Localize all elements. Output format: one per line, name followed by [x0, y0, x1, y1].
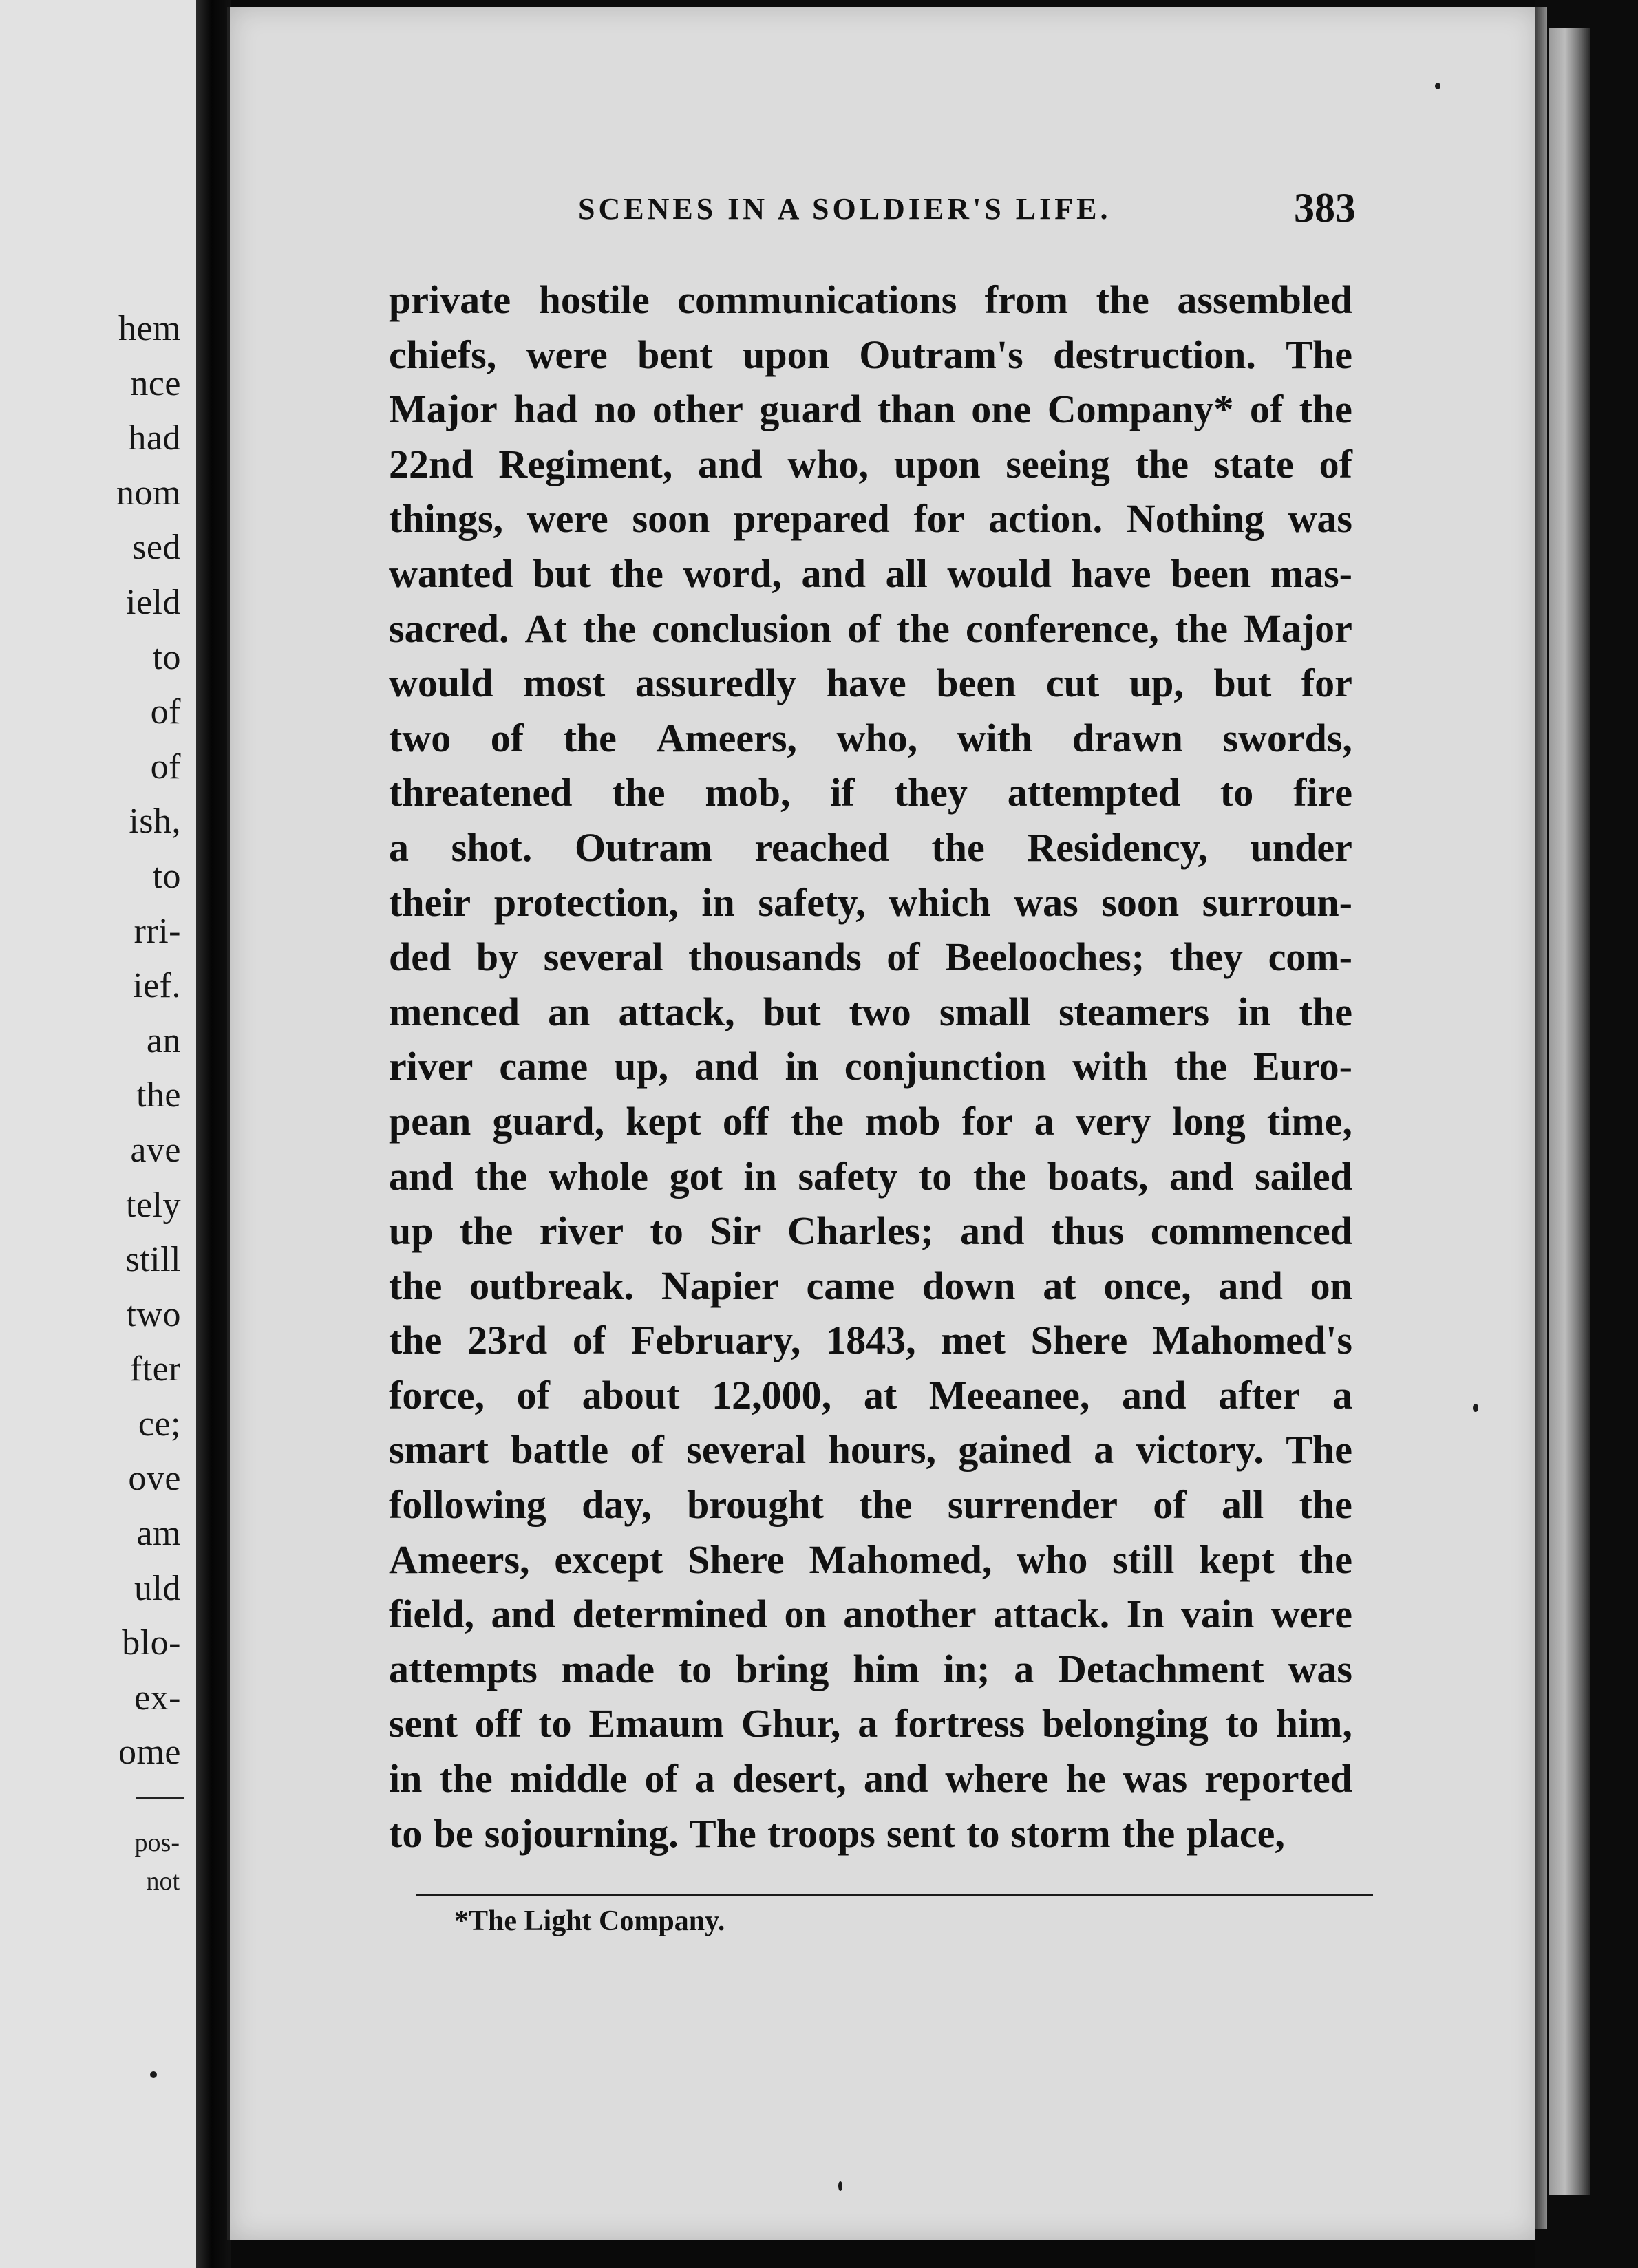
body-text — [389, 272, 1352, 1861]
facing-page-fragment-line: nce — [130, 363, 181, 403]
text-line: things, were soon prepared for action. Nothing was — [389, 496, 1352, 542]
facing-page-footnote-fragments — [42, 1823, 180, 1901]
facing-page-fragment-line: of — [150, 747, 181, 787]
text-line: in the middle of a desert, and where he was reported — [389, 1756, 1352, 1801]
facing-page-line-endings — [2, 301, 181, 1780]
facing-page-footnote-rule — [136, 1797, 184, 1799]
facing-page-fragment-line: nom — [116, 473, 181, 513]
facing-page-fragment-line: the — [136, 1076, 181, 1115]
facing-page-fragment-line: to — [152, 637, 181, 677]
text-line: their protection, in safety, which was soon surroun- — [389, 879, 1352, 925]
text-line: Major had no other guard than one Company* of the — [389, 387, 1352, 432]
facing-page-fragment-line: fter — [129, 1349, 181, 1389]
text-line: force, of about 12,000, at Meeanee, and after a — [389, 1372, 1352, 1418]
text-line: to be sojourning. The troops sent to storm the place, — [389, 1810, 1285, 1856]
text-line: ded by several thousands of Beelooches; they com- — [389, 934, 1352, 980]
facing-page-fragment-line: had — [128, 418, 181, 458]
text-line: up the river to Sir Charles; and thus commenced — [389, 1208, 1352, 1254]
facing-page-fragment-line: of — [150, 692, 181, 732]
facing-page-fragment-line: ome — [118, 1733, 181, 1773]
running-head — [351, 184, 1356, 239]
text-line: sacred. At the conclusion of the conference, the Major — [389, 606, 1352, 651]
facing-page-fragment-line: ave — [130, 1130, 181, 1170]
text-line: river came up, and in conjunction with the Euro- — [389, 1044, 1352, 1089]
text-line: menced an attack, but two small steamers in the — [389, 989, 1352, 1034]
facing-page-fragment-line: tely — [126, 1185, 181, 1225]
page-edge-shadow — [1535, 7, 1547, 2229]
facing-page-fragment-line: ce; — [138, 1404, 181, 1444]
facing-page-fragment-line: ief. — [133, 966, 181, 1006]
footnote: *The Light Company. — [454, 1905, 725, 1937]
facing-page-fragment-line: hem — [118, 309, 181, 348]
book-gutter — [196, 0, 231, 2268]
text-line: a shot. Outram reached the Residency, under — [389, 824, 1352, 870]
facing-page-fragment-line: blo- — [122, 1623, 181, 1663]
text-line: field, and determined on another attack. In vain were — [389, 1592, 1352, 1637]
facing-page-fragment-line: two — [126, 1294, 181, 1334]
text-line: 22nd Regiment, and who, upon seeing the state of — [389, 441, 1352, 486]
text-line: the 23rd of February, 1843, met Shere Mahomed's — [389, 1318, 1352, 1363]
page-stack-edge — [1535, 0, 1638, 2268]
facing-page-fragment-line: uld — [134, 1568, 181, 1608]
running-title: SCENES IN A SOLDIER'S LIFE. — [578, 192, 1112, 226]
text-line: two of the Ameers, who, with drawn swords, — [389, 715, 1352, 760]
text-line: wanted but the word, and all would have been mas- — [389, 550, 1352, 596]
facing-page-fragment-line: rri- — [134, 911, 181, 951]
text-line: sent off to Emaum Ghur, a fortress belonging to him, — [389, 1701, 1352, 1746]
facing-page-fragment-line: ish, — [129, 802, 181, 842]
page-number: 383 — [1294, 185, 1356, 231]
text-line: chiefs, were bent upon Outram's destruction. The — [389, 332, 1352, 377]
ink-speck — [1473, 1404, 1478, 1412]
text-line: pean guard, kept off the mob for a very long time, — [389, 1098, 1352, 1144]
ink-speck — [838, 2181, 842, 2191]
facing-page-fragment-line: ex- — [134, 1678, 181, 1718]
facing-page-fragment-line: still — [125, 1240, 181, 1280]
facing-page-note-line: pos- — [134, 1828, 180, 1857]
text-line: would most assuredly have been cut up, but for — [389, 661, 1352, 706]
ink-speck — [150, 2071, 157, 2078]
text-line: the outbreak. Napier came down at once, and on — [389, 1263, 1352, 1308]
footnote-rule — [416, 1894, 1373, 1896]
text-line: following day, brought the surrender of all the — [389, 1482, 1352, 1528]
text-line: smart battle of several hours, gained a victory. The — [389, 1427, 1352, 1473]
text-line: threatened the mob, if they attempted to fire — [389, 770, 1352, 815]
facing-page-fragment-line: an — [146, 1020, 181, 1060]
facing-page-fragment-line: am — [136, 1514, 181, 1554]
facing-page-fragment-line: sed — [132, 528, 181, 568]
facing-page-fragment — [0, 0, 196, 2268]
facing-page-fragment-line: to — [152, 856, 181, 896]
text-line: Ameers, except Shere Mahomed, who still kept the — [389, 1537, 1352, 1582]
facing-page-fragment-line: ield — [126, 582, 181, 622]
ink-speck — [1435, 83, 1440, 89]
text-line: attempts made to bring him in; a Detachment was — [389, 1646, 1352, 1691]
facing-page-fragment-line: ove — [128, 1459, 181, 1499]
facing-page-note-line: not — [146, 1867, 180, 1896]
text-line: and the whole got in safety to the boats, and sailed — [389, 1153, 1352, 1199]
page-edge-highlight — [1549, 28, 1590, 2195]
text-line: private hostile communications from the assembled — [389, 277, 1352, 322]
